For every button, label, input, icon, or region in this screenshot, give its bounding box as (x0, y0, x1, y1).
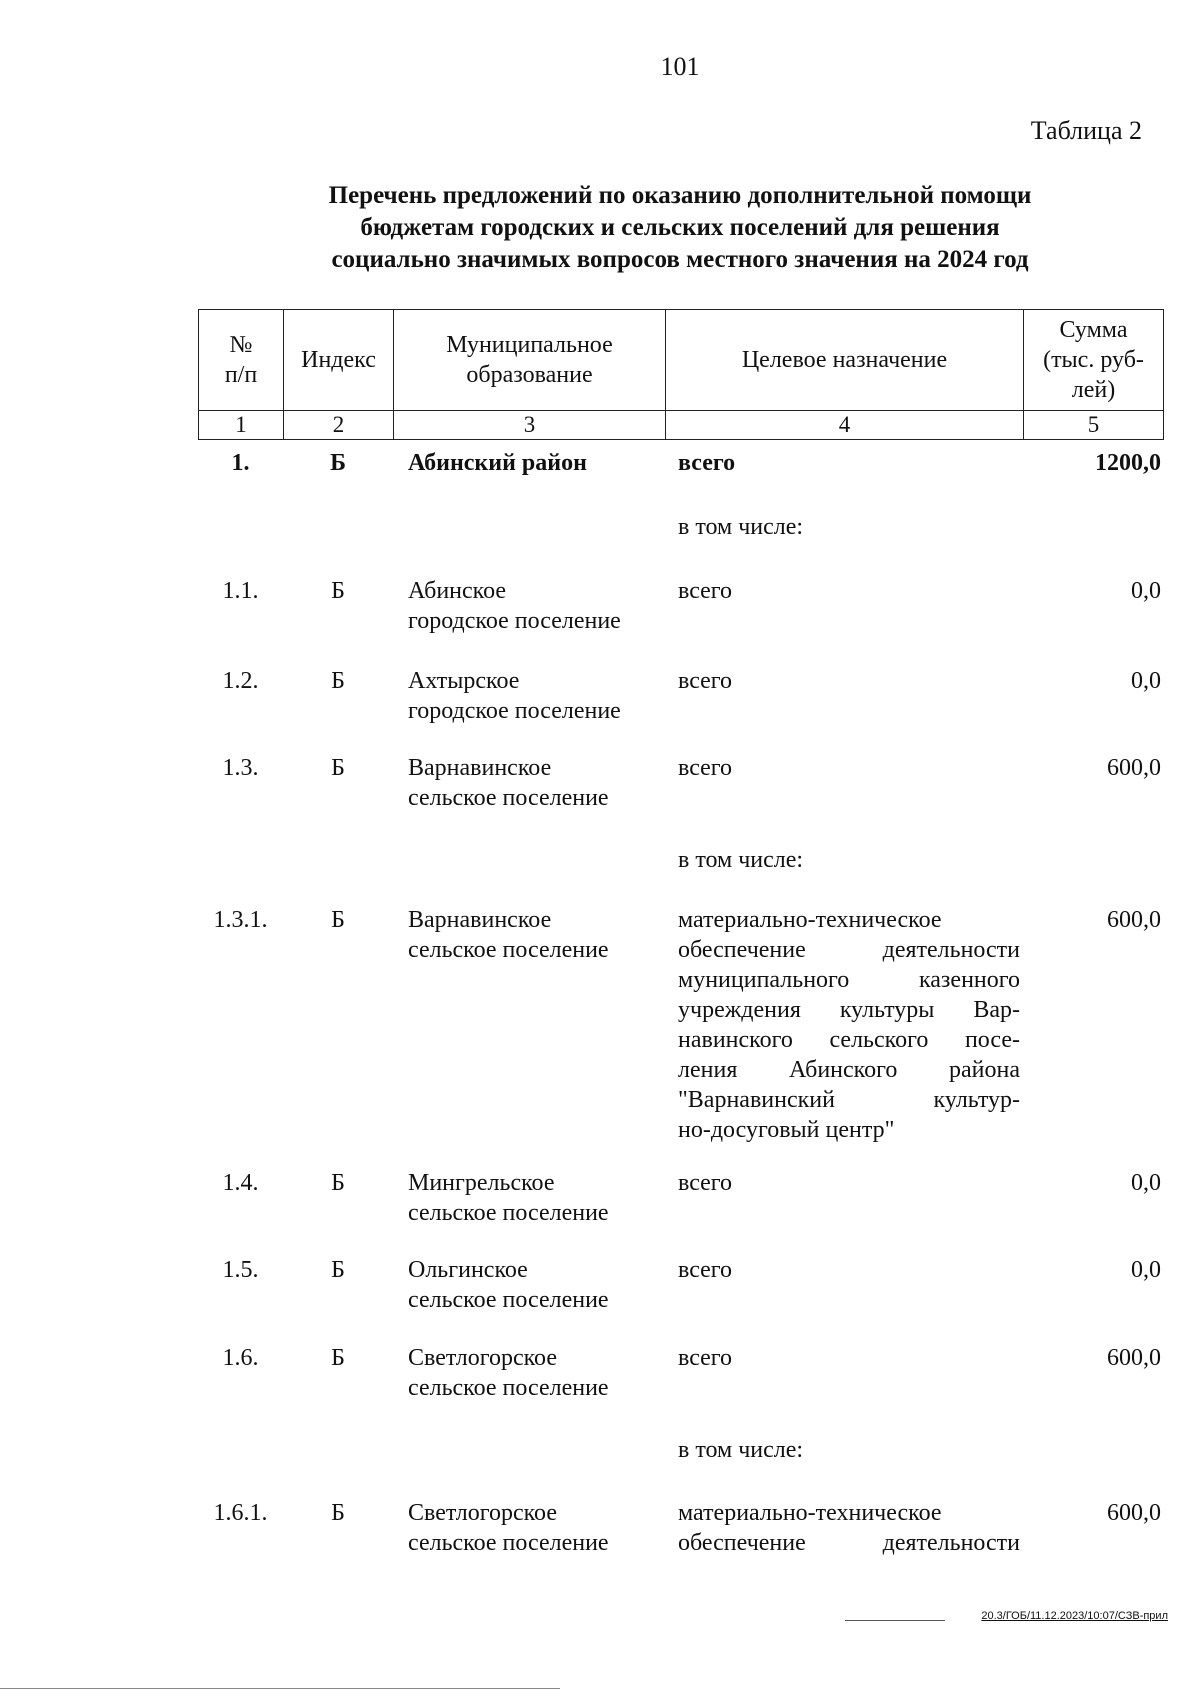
row-sum: 600,0 (1107, 1500, 1161, 1526)
row-purpose: всего (678, 668, 733, 694)
row-num: 1.6. (222, 1345, 259, 1371)
row-municipality: Абинское городское поселение (408, 578, 621, 634)
row-sum: 1200,0 (1095, 450, 1161, 476)
row-sum: 600,0 (1107, 755, 1161, 781)
header-num: № п/п (199, 310, 284, 411)
footer-rule (845, 1620, 945, 1621)
row-purpose: в том числе: (678, 847, 804, 873)
row-num: 1.5. (222, 1257, 259, 1283)
header-municipality: Муниципальное образование (394, 310, 666, 411)
header-index: Индекс (284, 310, 394, 411)
row-num: 1.3.1. (213, 907, 268, 933)
row-purpose: всего (678, 1345, 733, 1371)
row-municipality: Светлогорское сельское поселение (408, 1500, 609, 1556)
row-index: Б (331, 1170, 345, 1196)
document-title (200, 180, 1160, 276)
row-num: 1.1. (222, 578, 259, 604)
row-purpose: материально-техническое обеспечение деятельности (678, 1500, 1020, 1556)
row-purpose: всего (678, 1170, 733, 1196)
column-number: 4 (666, 411, 1024, 440)
row-municipality: Варнавинское сельское поселение (408, 907, 609, 963)
row-num: 1.4. (222, 1170, 259, 1196)
row-index: Б (331, 907, 345, 933)
row-index: Б (330, 450, 346, 476)
row-purpose: всего (678, 450, 736, 476)
row-purpose: в том числе: (678, 514, 804, 540)
row-index: Б (331, 668, 345, 694)
scan-edge-line (0, 1688, 560, 1689)
row-purpose: материально-техническое обеспечение деятельности муниципального казенного учреждения культуры Вар- навинского сельского посе- ления Абинского района "Варнавинский культур- но-досуговый центр" (678, 907, 1020, 1143)
column-number: 3 (394, 411, 666, 440)
row-index: Б (331, 578, 345, 604)
title-line: Перечень предложений по оказанию дополнительной помощи (328, 182, 1032, 209)
row-purpose: всего (678, 1257, 733, 1283)
page-number: 101 (660, 52, 700, 81)
column-number: 1 (199, 411, 284, 440)
row-index: Б (331, 1500, 345, 1526)
table-label: Таблица 2 (1030, 116, 1142, 145)
row-municipality: Абинский район (408, 450, 587, 476)
row-municipality: Варнавинское сельское поселение (408, 755, 609, 811)
row-sum: 0,0 (1131, 1170, 1161, 1196)
row-municipality: Мингрельское сельское поселение (408, 1170, 609, 1226)
row-purpose: всего (678, 755, 733, 781)
row-sum: 0,0 (1131, 578, 1161, 604)
title-line: бюджетам городских и сельских поселений для решения (360, 214, 1000, 241)
header-purpose: Целевое назначение (666, 310, 1024, 411)
column-number: 2 (284, 411, 394, 440)
header-sum: Сумма (тыс. руб- лей) (1024, 310, 1164, 411)
row-municipality: Светлогорское сельское поселение (408, 1345, 609, 1401)
row-index: Б (331, 1257, 345, 1283)
row-index: Б (331, 755, 345, 781)
row-sum: 0,0 (1131, 1257, 1161, 1283)
row-purpose: всего (678, 578, 733, 604)
row-num: 1.2. (222, 668, 259, 694)
row-num: 1.3. (222, 755, 259, 781)
row-municipality: Ахтырское городское поселение (408, 668, 621, 724)
row-municipality: Ольгинское сельское поселение (408, 1257, 609, 1313)
table-header (198, 309, 1164, 440)
row-sum: 600,0 (1107, 1345, 1161, 1371)
footer-code: 20.3/ГОБ/11.12.2023/10:07/СЗВ-прил (981, 1610, 1168, 1622)
row-num: 1.6.1. (213, 1500, 268, 1526)
title-line: социально значимых вопросов местного значения на 2024 год (331, 246, 1029, 273)
row-sum: 0,0 (1131, 668, 1161, 694)
row-purpose: в том числе: (678, 1437, 804, 1463)
row-index: Б (331, 1345, 345, 1371)
row-sum: 600,0 (1107, 907, 1161, 933)
row-num: 1. (231, 450, 250, 476)
column-number: 5 (1024, 411, 1164, 440)
